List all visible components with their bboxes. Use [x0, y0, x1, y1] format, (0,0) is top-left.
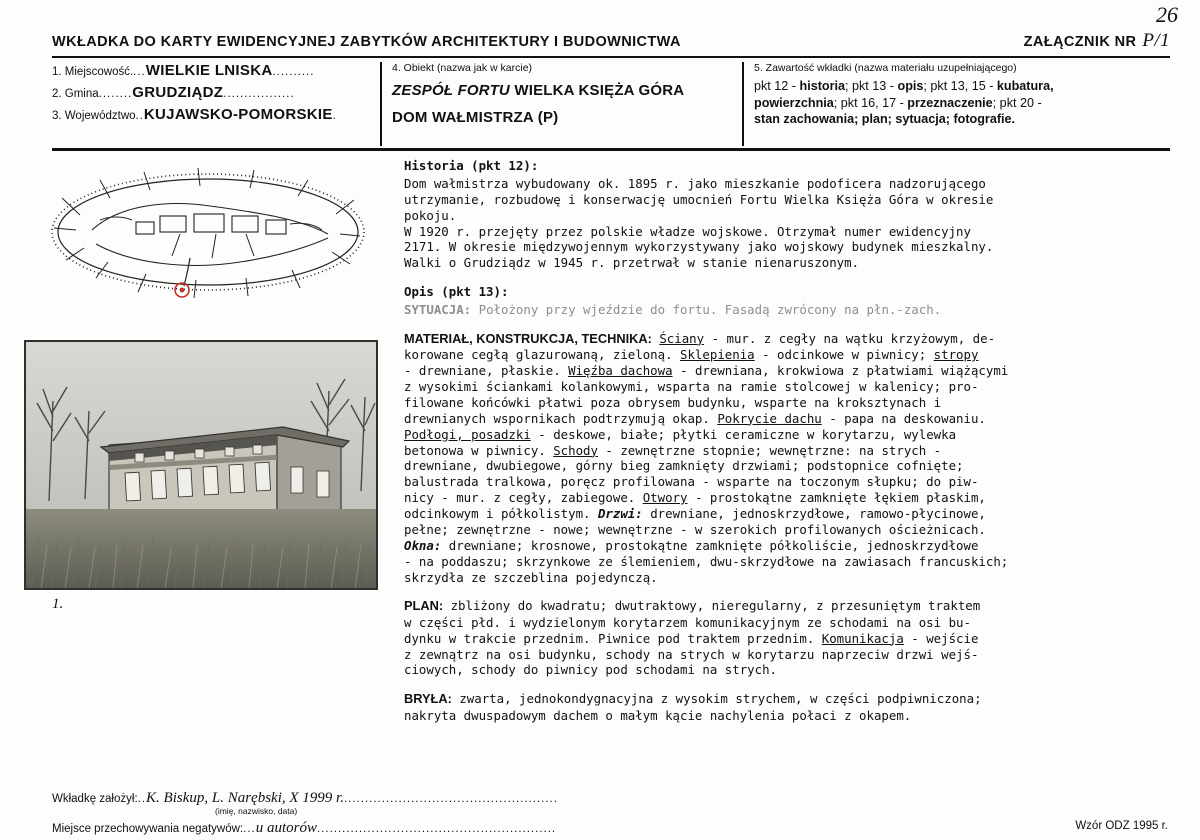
material-term-okna: Okna: — [404, 537, 442, 553]
footer-negatives-row: Miejsce przechowywania negatywów:...u autorów......................................................... — [52, 820, 557, 836]
voivodeship-value: KUJAWSKO-POMORSKIE — [143, 106, 333, 123]
material-term-stropy: stropy — [933, 347, 979, 363]
photo-caption: 1. — [52, 596, 64, 612]
field-locality: 1. Miejscowość....WIELKIE LNISKA.......... — [52, 62, 315, 79]
material-line-16: skrzydła ze szczeblina pojedynczą. — [404, 569, 658, 585]
photo-svg — [25, 341, 377, 589]
history-line-5: 2171. W okresie międzywojennym wykorzystywany jako wojskowy budynek mieszkalny. — [404, 239, 994, 255]
object-name-line2: DOM WAŁMISTRZA (P) — [392, 109, 559, 126]
contents-body — [754, 78, 1170, 128]
spacer-1 — [404, 271, 1176, 284]
object-name-line1 — [392, 82, 742, 99]
page-title: WKŁADKA DO KARTY EWIDENCYJNEJ ZABYTKÓW ARCHITEKTURY I BUDOWNICTWA — [52, 34, 681, 50]
plan-line-4: z zewnątrz na osi budynku, schody na strych w korytarzu naprzeciw drzwi wejś- — [404, 646, 979, 662]
plan-heading: PLAN: — [404, 598, 444, 614]
material-line-12: odcinkowym i półkolistym. Drzwi: drewniane, jednoskrzydłowe, ramowo-płycinowe, — [404, 506, 986, 521]
commune-label: 2. Gmina — [52, 88, 99, 100]
building-photograph — [24, 340, 378, 590]
contents-line-2 — [754, 95, 1170, 112]
material-line-13: pełne; zewnętrzne - nowe; wewnętrzne - w szerokich profilowanych ościeżnicach. — [404, 521, 986, 537]
contents-seg-6: kubatura, — [996, 79, 1054, 93]
page-number: 26 — [1156, 2, 1178, 27]
plan-line-3: dynku w trakcie przednim. Piwnice pod traktem przednim. Komunikacja - wejście — [404, 630, 979, 646]
contents-seg-3: ; pkt 13 - — [845, 79, 898, 93]
header-divider — [52, 56, 1170, 58]
attachment-label: ZAŁĄCZNIK NR — [1023, 34, 1137, 50]
history-line-2: utrzymanie, rozbudowę i konserwację umocnień Fortu Wielka Księża Góra w okresie — [404, 191, 994, 207]
material-line-15: - na poddaszu; skrzynkowe ze ślemieniem, dwu-skrzydłowe na zawiasach francuskich; — [404, 553, 1009, 569]
field-voivodeship: 3. Województwo..KUJAWSKO-POMORSKIE. — [52, 106, 337, 123]
contents-column — [742, 62, 1170, 146]
contents-seg-4: opis — [897, 79, 924, 93]
contents-seg-9: przeznaczenie — [907, 95, 993, 110]
description-heading: Opis (pkt 13): — [404, 284, 509, 300]
document-header — [52, 30, 1170, 52]
footer-author-row: Wkładkę założył:..K. Biskup, L. Narębski, X 1999 r.................................................... — [52, 790, 558, 806]
situation-line — [404, 302, 1176, 318]
material-term-podlogi: Podłogi, posadzki — [404, 426, 531, 442]
material-term-drzwi: Drzwi: — [597, 506, 643, 521]
author-label: Wkładkę założył: — [52, 793, 138, 805]
material-text-1: - mur. z cegły na wątku krzyżowym, de- — [704, 330, 996, 346]
negatives-value: u autorów — [255, 820, 317, 836]
object-label: 4. Obiekt (nazwa jak w karcie) — [392, 62, 533, 74]
object-column — [380, 62, 742, 146]
object-complex: ZESPÓŁ FORTU — [392, 82, 510, 99]
contents-label: 5. Zawartość wkładki (nazwa materiału uzupełniającego) — [754, 62, 1017, 74]
history-heading: Historia (pkt 12): — [404, 158, 539, 173]
situation-label: SYTUACJA: — [404, 302, 472, 317]
material-line-14: Okna: drewniane; krosnowe, prostokątne zamknięte półkoliście, jednoskrzydłowe — [404, 537, 979, 553]
plan-term-komunikacja: Komunikacja — [821, 630, 904, 646]
contents-seg-2: historia — [799, 79, 845, 93]
material-line-1 — [404, 331, 1176, 347]
material-line-3: - drewniane, płaskie. Więźba dachowa - drewniana, krokwiowa z płatwiami wiążącymi — [404, 363, 1009, 379]
form-code: Wzór ODZ 1995 r. — [1075, 820, 1168, 832]
object-complex-name: WIELKA KSIĘŻA GÓRA — [514, 82, 685, 99]
spacer-3 — [404, 585, 1176, 598]
plan-line-5: ciowych, schody do piwnicy pod schodami na strych. — [404, 662, 777, 678]
material-line-9: drewniane, dwubiegowe, górny bieg zamknięty drzwiami; podstopnice cofnięte; — [404, 458, 964, 474]
mass-heading: BRYŁA: — [404, 691, 452, 707]
mass-text-1: zwarta, jednokondygnacyjna z wysokim strychem, w części podpiwniczona; — [459, 691, 982, 707]
author-value: K. Biskup, L. Narębski, X 1999 r. — [146, 790, 344, 806]
material-line-5: filowane końcówki płatwi poza obrysem budynku, wsparte na kroksztynach i — [404, 394, 942, 410]
material-line-7: Podłogi, posadzki - deskowe, białe; płytki ceramiczne w korytarzu, wylewka — [404, 426, 957, 442]
contents-seg-8: ; pkt 16, 17 - — [833, 95, 908, 110]
contents-seg-1: pkt 12 - — [754, 79, 800, 93]
spacer-2 — [404, 318, 1176, 331]
history-line-1: Dom wałmistrza wybudowany ok. 1895 r. jako mieszkanie podoficera nadzorującego — [404, 175, 986, 191]
contents-line-3 — [754, 111, 1170, 128]
field-commune: 2. Gmina........GRUDZIĄDZ................. — [52, 84, 295, 101]
history-line-3: pokoju. — [404, 207, 457, 223]
fort-situation-sketch — [40, 160, 380, 310]
material-term-otwory: Otwory — [642, 490, 688, 506]
locality-column — [52, 62, 380, 146]
document-body — [404, 158, 1176, 724]
contents-seg-5: ; pkt 13, 15 - — [923, 79, 997, 93]
attachment-value: P/1 — [1142, 30, 1170, 51]
plan-text-1: zbliżony do kwadratu; dwutraktowy, nieregularny, z przesuniętym traktem — [450, 598, 981, 614]
sketch-svg — [40, 160, 380, 310]
history-line-4: W 1920 r. przejęty przez polskie władze wojskowe. Otrzymał numer ewidencyjny — [404, 223, 971, 239]
material-term-sklepienia: Sklepienia — [680, 347, 755, 363]
history-line-6: Walki o Grudziądz w 1945 r. przetrwał w stanie nienaruszonym. — [404, 255, 860, 271]
material-term-schody: Schody — [553, 442, 598, 458]
material-line-10: balustrada tralkowa, poręcz profilowana - wsparte na toczonym słupku; do piw- — [404, 474, 979, 490]
contents-seg-7: powierzchnia — [754, 95, 834, 110]
mass-line-2: nakryta dwuspadowym dachem o małym kącie nachylenia połaci z okapem. — [404, 707, 912, 723]
header-table-divider — [52, 148, 1170, 151]
spacer-4 — [404, 678, 1176, 691]
material-line-2: korowane cegłą glazurowaną, zieloną. Sklepienia - odcinkowe w piwnicy; stropy — [404, 347, 979, 363]
contents-seg-11: stan zachowania; plan; sytuacja; fotografie. — [754, 112, 1016, 127]
attachment-header — [1024, 30, 1170, 52]
situation-text: Położony przy wjeździe do fortu. Fasadą zwrócony na płn.-zach. — [478, 302, 942, 317]
material-term-pokrycie: Pokrycie dachu — [717, 410, 822, 426]
material-term-wiezba: Więźba dachowa — [568, 363, 673, 379]
voivodeship-label: 3. Województwo — [52, 110, 136, 122]
locality-value: WIELKIE LNISKA — [145, 62, 273, 79]
negatives-label: Miejsce przechowywania negatywów: — [52, 823, 244, 835]
contents-line-1 — [754, 78, 1170, 95]
material-line-6: drewnianych wspornikach podtrzymują okap. Pokrycie dachu - papa na deskowaniu. — [404, 410, 986, 426]
plan-line-1 — [404, 598, 1176, 614]
contents-seg-10: ; pkt 20 - — [992, 95, 1042, 110]
material-term-sciany: Ściany — [659, 330, 705, 346]
mass-line-1 — [404, 691, 1176, 707]
commune-value: GRUDZIĄDZ — [132, 84, 224, 101]
plan-line-2: w części płd. i wydzielonym korytarzem komunikacyjnym ze schodami na osi bu- — [404, 614, 971, 630]
material-line-11: nicy - mur. z cegły, zabiegowe. Otwory - prostokątne zamknięte łękiem płaskim, — [404, 490, 986, 506]
material-heading: MATERIAŁ, KONSTRUKCJA, TECHNIKA: — [404, 330, 652, 346]
identification-table — [52, 62, 1170, 146]
material-line-8: betonowa w piwnicy. Schody - zewnętrzne stopnie; wewnętrzne: na strych - — [404, 442, 942, 458]
material-line-4: z wysokimi ściankami kolankowymi, wsparta na ramie stolcowej w kalenicy; pro- — [404, 379, 979, 394]
locality-label: 1. Miejscowość. — [52, 66, 134, 78]
author-sub-label: (imię, nazwisko, data) — [215, 806, 298, 816]
